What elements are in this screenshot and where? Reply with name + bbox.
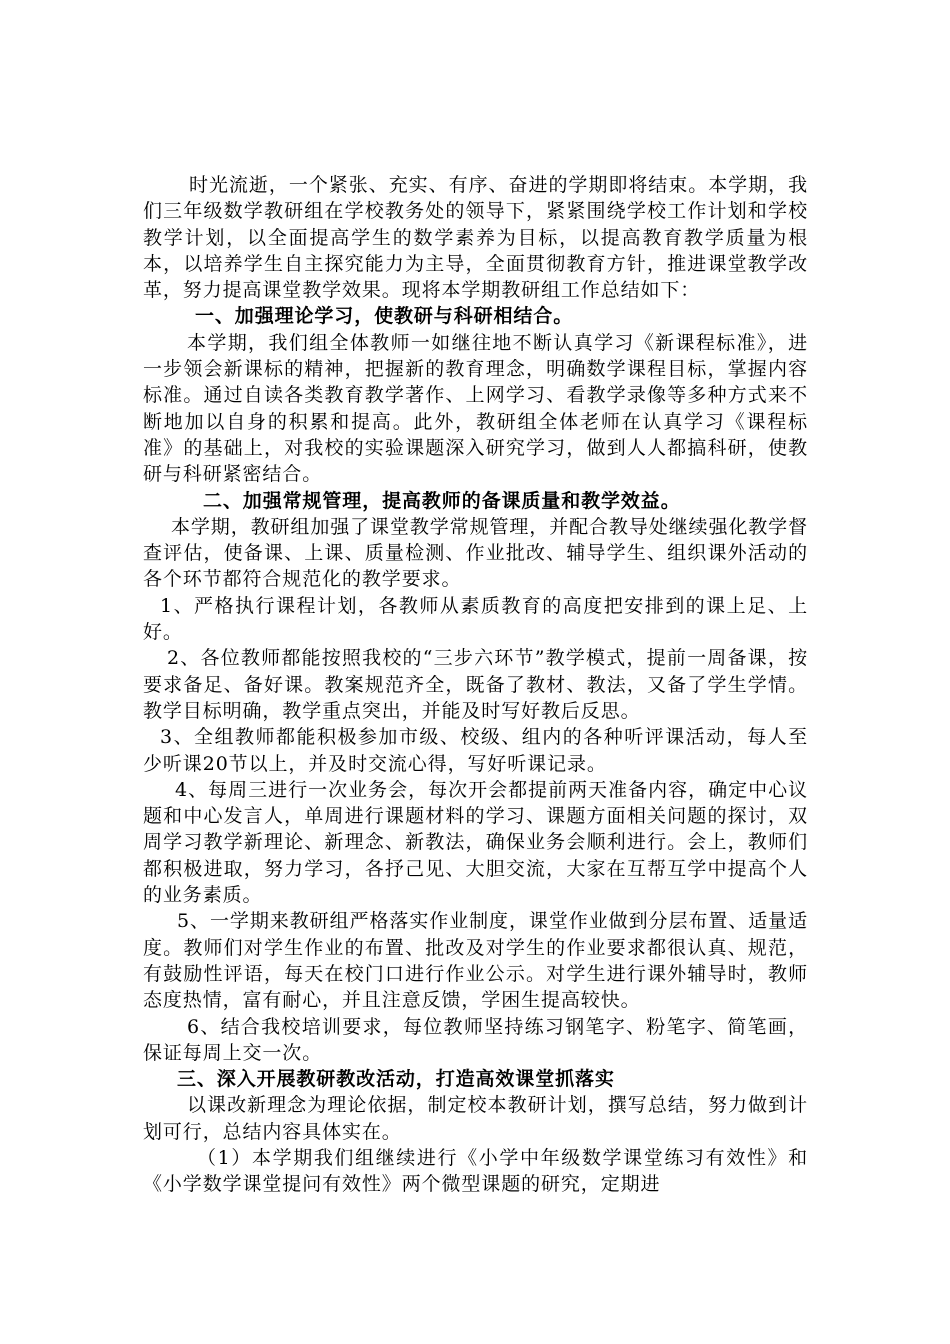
section-2-item-2: 2、各位教师都能按照我校的“三步六环节”教学模式，提前一周备课，按要求备足、备好课。教案规范齐全，既备了教材、教法，又备了学生学情。教学目标明确，教学重点突出，并能及时写好教后反思。 [143,647,808,722]
section-1-heading: 一、加强理论学习，使教研与科研相结合。 [195,305,574,328]
section-1-paragraph: 本学期，我们组全体教师一如继往地不断认真学习《新课程标准》，进一步领会新课标的精神，把握新的教育理念，明确数学课程目标，掌握内容标准。通过自读各类教育教学著作、上网学习、看教学录像等多种方式来不断地加以自身的积累和提高。此外，教研组全体老师在认真学习《课程标准》的基础上，对我校的实验课题深入研究学习，做到人人都搞科研，使教研与科研紧密结合。 [143,331,808,486]
section-2-heading: 二、加强常规管理，提高教师的备课质量和教学效益。 [203,489,681,512]
intro-paragraph: 时光流逝，一个紧张、充实、有序、奋进的学期即将结束。本学期，我们三年级数学教研组在学校教务处的领导下，紧紧围绕学校工作计划和学校教学计划，以全面提高学生的数学素养为目标，以提高教育教学质量为根本，以培养学生自主探究能力为主导，全面贯彻教育方针，推进课堂教学改革，努力提高课堂教学效果。现将本学期教研组工作总结如下： [143,174,808,302]
section-2-paragraph: 本学期，教研组加强了课堂教学常规管理，并配合教导处继续强化教学督查评估，使备课、上课、质量检测、作业批改、辅导学生、组织课外活动的各个环节都符合规范化的教学要求。 [143,515,808,591]
section-2-item-5: 5、一学期来教研组严格落实作业制度，课堂作业做到分层布置、适量适度。教师们对学生作业的布置、批改及对学生的作业要求都很认真、规范，有鼓励性评语，每天在校门口进行作业公示。对学生进行课外辅导时，教师态度热情，富有耐心，并且注意反馈，学困生提高较快。 [143,910,808,1012]
section-3-item-1: （1）本学期我们组继续进行《小学中年级数学课堂练习有效性》和《小学数学课堂提问有效性》两个微型课题的研究，定期进 [143,1146,808,1196]
section-2-item-3: 3、全组教师都能积极参加市级、校级、组内的各种听评课活动，每人至少听课20节以上，并及时交流心得，写好听课记录。 [143,726,808,775]
section-2-item-1: 1、严格执行课程计划，各教师从素质教育的高度把安排到的课上足、上好。 [143,594,808,644]
section-3-heading: 三、深入开展教研教改活动，打造高效课堂抓落实 [177,1068,615,1091]
section-3-paragraph: 以课改新理念为理论依据，制定校本教研计划，撰写总结，努力做到计划可行，总结内容具体实在。 [143,1094,808,1143]
document-body [143,172,808,1198]
section-2-item-4: 4、每周三进行一次业务会，每次开会都提前两天准备内容，确定中心议题和中心发言人，单周进行课题材料的学习、课题方面相关问题的探讨，双周学习教学新理论、新理念、新教法，确保业务会顺利进行。会上，教师们都积极进取，努力学习，各抒己见、大胆交流，大家在互帮互学中提高个人的业务素质。 [143,778,808,907]
section-2-item-6: 6、结合我校培训要求，每位教师坚持练习钢笔字、粉笔字、简笔画，保证每周上交一次。 [143,1015,808,1064]
